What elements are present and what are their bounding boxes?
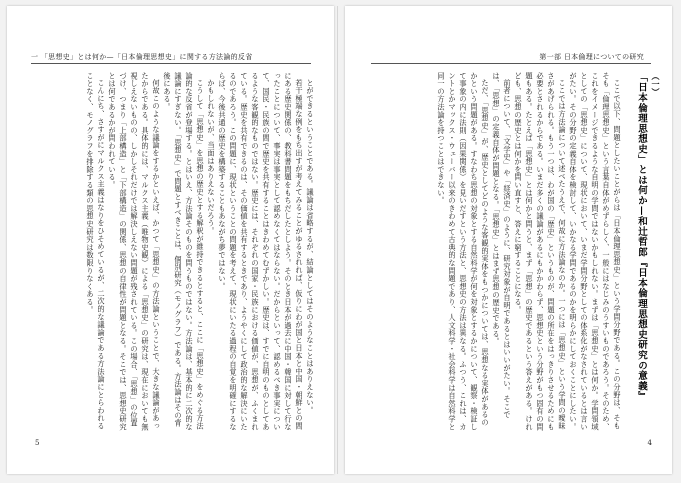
paragraph: とができるということである。議論は省略するが、結論としてはそのようなことはありえない。 — [306, 79, 315, 415]
body-text — [36, 72, 316, 432]
book-gutter — [337, 6, 338, 474]
paragraph: ここで以下、問題としたいことがらは「日本倫理思想史」という学問分野である。この分野は、そもそも「倫理思想史」という言葉自体がめずらしく、一般にはなじみのうすいものであろう。そのため、これをイメージできるような自明の学問ではないかもしれない。まずは「思想史」とは何か。学問領域としての「思想史」について、現状において、いまだ学問分野としての体系化がなされているとは言いがたい。その分野の定義自体を検討して、いかなる学問であるのかを明らかにしておくことにしたい。 — [569, 72, 622, 431]
right-page — [345, 6, 672, 474]
paragraph: ただ、「思想史」が、歴史としてどのような客観的実体をもつかについては、思想なる実体があるのかという問題がある。すなわち思想の対象とする自然科学が何を対象とするかについて、観察・検証して事象の内に法則（因果関係）を見いだすという方法と、思想史の方法は異なる。ふつう、これは、カントとかマックス・ウェーバー以来のきわめて古典的な問題であり、人文科学・社会科学は自然科学と同一の方法論を持つことはできない。 — [437, 72, 490, 431]
paragraph: こうして「思想史」を思想の歴史とする解釈が維持できるとすると、ここに「思想史」をめぐる方法論的な反省が登場する。とはいえ、方法論そのものを問うものではない。方法論は、基本的に二次的な議論にすぎない。「思想史」で問題とすべきことは、個別研究（モノグラフ）である。方法論はその背後にある。 — [163, 72, 205, 431]
paragraph: 若干極端な例をもち出すが考えてみることがゆるされれば、仮りにわが国と日本と中国・朝鮮との間にある歴史関係の、教科書問題をもちだしたとしよう。そのとき日本が過去に中国・韓国に対して行なったことについて、事実は事実として認めなくてはならない。だからといって、認めるべき事実について、国民・民族の間で歴史を共有することはきわめてむずかしい。歴史は、すでに自明のものとしてあるような客観的なものではない。歴史には、それぞれの国家・民族における価値が、思想が、ふくまれている。歴史を共有できるのは、その価値を共有するときであり、ようやくにして政治的な解決にいたるのであろう。この問題に、現状ということの問題を考えて、現状にいたる過程の自覚を明確にするならば、今後共通の歴史を構築することもあながち夢ではない。 — [218, 72, 304, 431]
running-head: 一 「思想史」とは何か—「日本倫理思想史」に関する方法論的反省 — [31, 53, 253, 61]
running-head: 第一部 日本倫理についての研究 — [539, 53, 644, 61]
paragraph: 前者について、「文学史」や「経済史」のように、研究対象が自明であるとはいいがたい。そこでは、「思想」の定義自体が問題となる。「思想史」とはまず思想の歴史である。 — [492, 72, 512, 419]
left-page — [7, 6, 334, 474]
header-rule — [31, 63, 311, 64]
section-number: （一） — [651, 72, 661, 96]
header-rule — [371, 63, 651, 64]
paragraph: 何故このような議論をするかといえば、かつて「思想史」の方法論ということで、大きな議論があったからである。具体的には、マルクス主義（唯物史観）による「思想史」の研究は、現在においても無視しえないものの、しかしそれだけでは解決しえない問題が残されている。この場合、「思想」の位置づけ、つまり「上部構造」と「下部構造」の関係、思想の自律性が問題となる。そこでは、思想史研究とは何であるかが問われている。 — [108, 72, 161, 431]
section-title: 「日本倫理思想史」とは何か—和辻哲郎『日本倫理思想史研究の意義』 — [636, 72, 647, 402]
paragraph: こんにち、さすがにマルクス主義はなりをひそめているが、二次的な議論である方法論にとらわれることなく、モノグラフを排除する類の思想史研究は数限りなくある。 — [86, 72, 106, 431]
paragraph: かもしれないが、当面はありえないだろう。 — [207, 79, 216, 236]
page-number: 5 — [35, 439, 40, 447]
paragraph: ここでは方法論について述べたうえで、何故に方法論なのか。一つには「思想史」という学問の曖昧さがあげられる。もう一つは、わが国の「歴史」というものが、問題の所在をはっきりさせるためにも必要とされるからである。いまだ多くの議論があるにもかかわらず、思想史という分野がもつ固有の問題もある。たとえば「思想史」とは何かと問うと、まず「思想」の歴史であるという答えがある。けれども、思想の歴史とは何かを問い直すと、答えに窮することになる。 — [514, 72, 567, 431]
page-number: 4 — [647, 439, 652, 447]
body-text — [367, 72, 623, 432]
